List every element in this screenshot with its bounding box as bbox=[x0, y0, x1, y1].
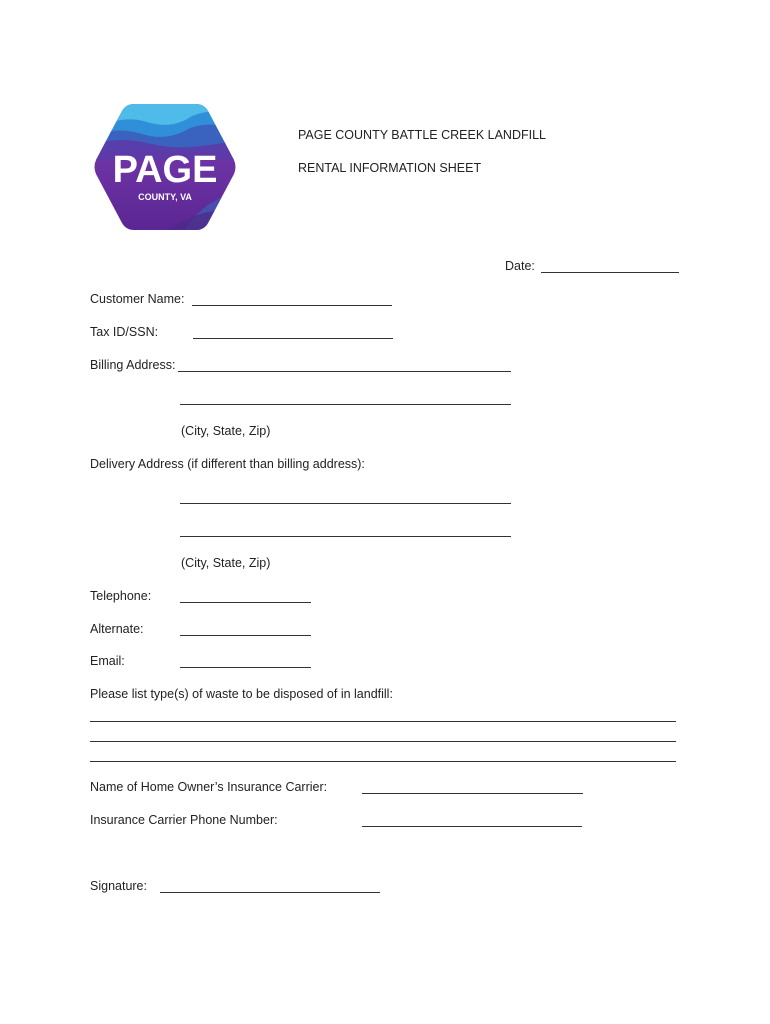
waste-type-field-1[interactable] bbox=[90, 721, 676, 722]
waste-type-field-2[interactable] bbox=[90, 741, 676, 742]
date-field[interactable] bbox=[541, 272, 679, 273]
customer-name-field[interactable] bbox=[192, 305, 392, 306]
email-field[interactable] bbox=[180, 667, 311, 668]
document-title: PAGE COUNTY BATTLE CREEK LANDFILL bbox=[298, 128, 546, 142]
alternate-label: Alternate: bbox=[90, 622, 144, 636]
delivery-city-state-zip-note: (City, State, Zip) bbox=[181, 556, 271, 570]
page-county-logo bbox=[92, 100, 238, 234]
delivery-address-field-2[interactable] bbox=[180, 536, 511, 537]
delivery-address-label: Delivery Address (if different than billing address): bbox=[90, 457, 365, 471]
insurance-carrier-label: Name of Home Owner’s Insurance Carrier: bbox=[90, 780, 328, 794]
date-label: Date: bbox=[505, 259, 535, 273]
signature-label: Signature: bbox=[90, 879, 147, 893]
telephone-label: Telephone: bbox=[90, 589, 152, 603]
logo-subtext: COUNTY, VA bbox=[138, 192, 192, 202]
document-subtitle: RENTAL INFORMATION SHEET bbox=[298, 161, 482, 175]
waste-type-prompt: Please list type(s) of waste to be disposed of in landfill: bbox=[90, 687, 393, 701]
signature-field[interactable] bbox=[160, 892, 380, 893]
alternate-phone-field[interactable] bbox=[180, 635, 311, 636]
email-label: Email: bbox=[90, 654, 125, 668]
insurance-phone-field[interactable] bbox=[362, 826, 582, 827]
billing-address-field-1[interactable] bbox=[178, 371, 511, 372]
billing-city-state-zip-note: (City, State, Zip) bbox=[181, 424, 271, 438]
insurance-phone-label: Insurance Carrier Phone Number: bbox=[90, 813, 278, 827]
insurance-carrier-field[interactable] bbox=[362, 793, 583, 794]
delivery-address-field-1[interactable] bbox=[180, 503, 511, 504]
logo-text: PAGE bbox=[112, 149, 218, 191]
customer-name-label: Customer Name: bbox=[90, 292, 185, 306]
billing-address-label: Billing Address: bbox=[90, 358, 176, 372]
telephone-field[interactable] bbox=[180, 602, 311, 603]
tax-id-label: Tax ID/SSN: bbox=[90, 325, 159, 339]
tax-id-field[interactable] bbox=[193, 338, 393, 339]
waste-type-field-3[interactable] bbox=[90, 761, 676, 762]
billing-address-field-2[interactable] bbox=[180, 404, 511, 405]
